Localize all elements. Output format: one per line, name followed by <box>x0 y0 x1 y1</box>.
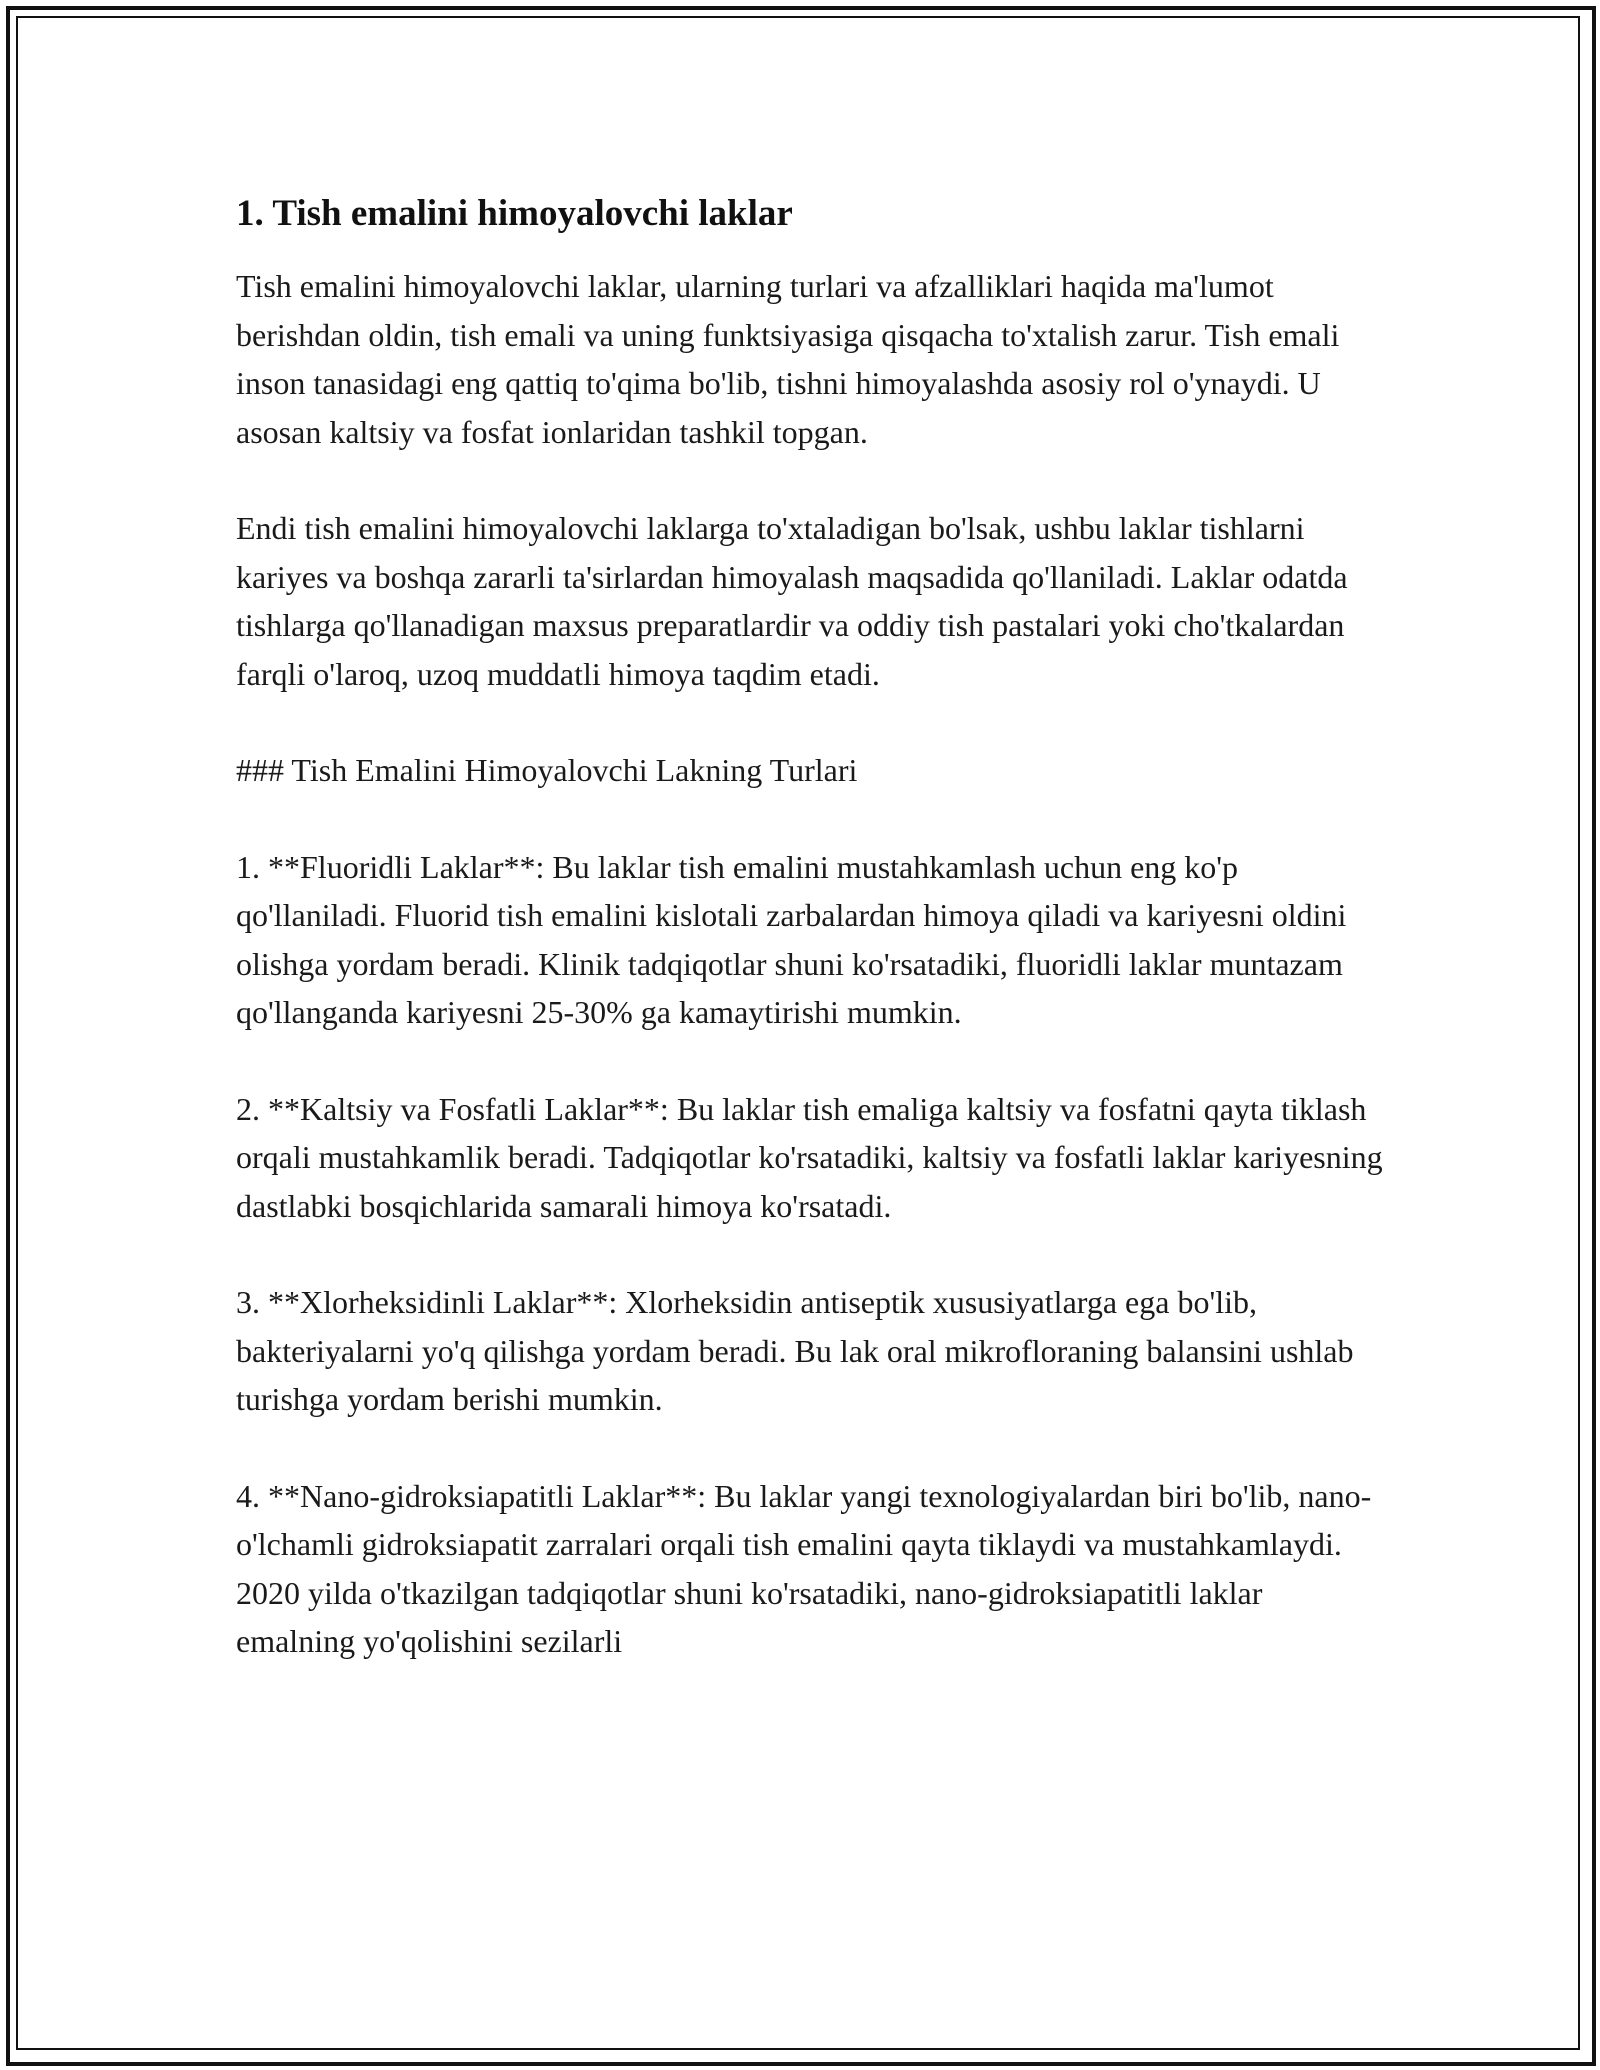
list-item-fluoride: 1. **Fluoridli Laklar**: Bu laklar tish emalini mustahkamlash uchun eng ko'p qo'llaniladi. Fluorid tish emalini kislotali zarbalardan himoya qiladi va kariyesni oldini olishga yordam beradi. Klinik tadqiqotlar shuni ko'rsatadiki, fluoridli laklar muntazam qo'llanganda kariyesni 25-30% ga kamaytirishi mumkin. <box>236 848 1347 1030</box>
purpose-paragraph: Endi tish emalini himoyalovchi laklarga to'xtaladigan bo'lsak, ushbu laklar tishlarni kariyes va boshqa zararli ta'sirlardan himoyalash maqsadida qo'llaniladi. Laklar odatda tishlarga qo'llanadigan maxsus preparatlardir va oddiy tish pastalari yoki cho'tkalardan farqli o'laroq, uzoq muddatli himoya taqdim etadi. <box>236 510 1348 692</box>
subheading-paragraph: ### Tish Emalini Himoyalovchi Lakning Turlari <box>236 752 858 788</box>
list-item-chlorhexidine: 3. **Xlorheksidinli Laklar**: Xlorheksidin antiseptik xususiyatlarga ega bo'lib, bakteriyalarni yo'q qilishga yordam beradi. Bu lak oral mikrofloraning balansini ushlab turishga yordam berishi mumkin. <box>236 1284 1354 1417</box>
document-body <box>236 188 1386 1714</box>
section-title: 1. Tish emalini himoyalovchi laklar <box>236 193 793 234</box>
list-item-nano-hydroxyapatite: 4. **Nano-gidroksiapatitli Laklar**: Bu laklar yangi texnologiyalardan biri bo'lib, nano-o'lchamli gidroksiapatit zarralari orqali tish emalini qayta tiklaydi va mustahkamlaydi. 2020 yilda o'tkazilgan tadqiqotlar shuni ko'rsatadiki, nano-gidroksiapatitli laklar emalning yo'qolishini sezilarli <box>236 1477 1372 1659</box>
list-item-calcium-phosphate: 2. **Kaltsiy va Fosfatli Laklar**: Bu laklar tish emaliga kaltsiy va fosfatni qayta tiklash orqali mustahkamlik beradi. Tadqiqotlar ko'rsatadiki, kaltsiy va fosfatli laklar kariyesning dastlabki bosqichlarida samarali himoya ko'rsatadi. <box>236 1090 1383 1224</box>
intro-paragraph: Tish emalini himoyalovchi laklar, ularning turlari va afzalliklari haqida ma'lumot berishdan oldin, tish emali va uning funktsiyasiga qisqacha to'xtalish zarur. Tish emali inson tanasidagi eng qattiq to'qima bo'lib, tishni himoyalashda asosiy rol o'ynaydi. U asosan kaltsiy va fosfat ionlaridan tashkil topgan. <box>236 268 1340 450</box>
